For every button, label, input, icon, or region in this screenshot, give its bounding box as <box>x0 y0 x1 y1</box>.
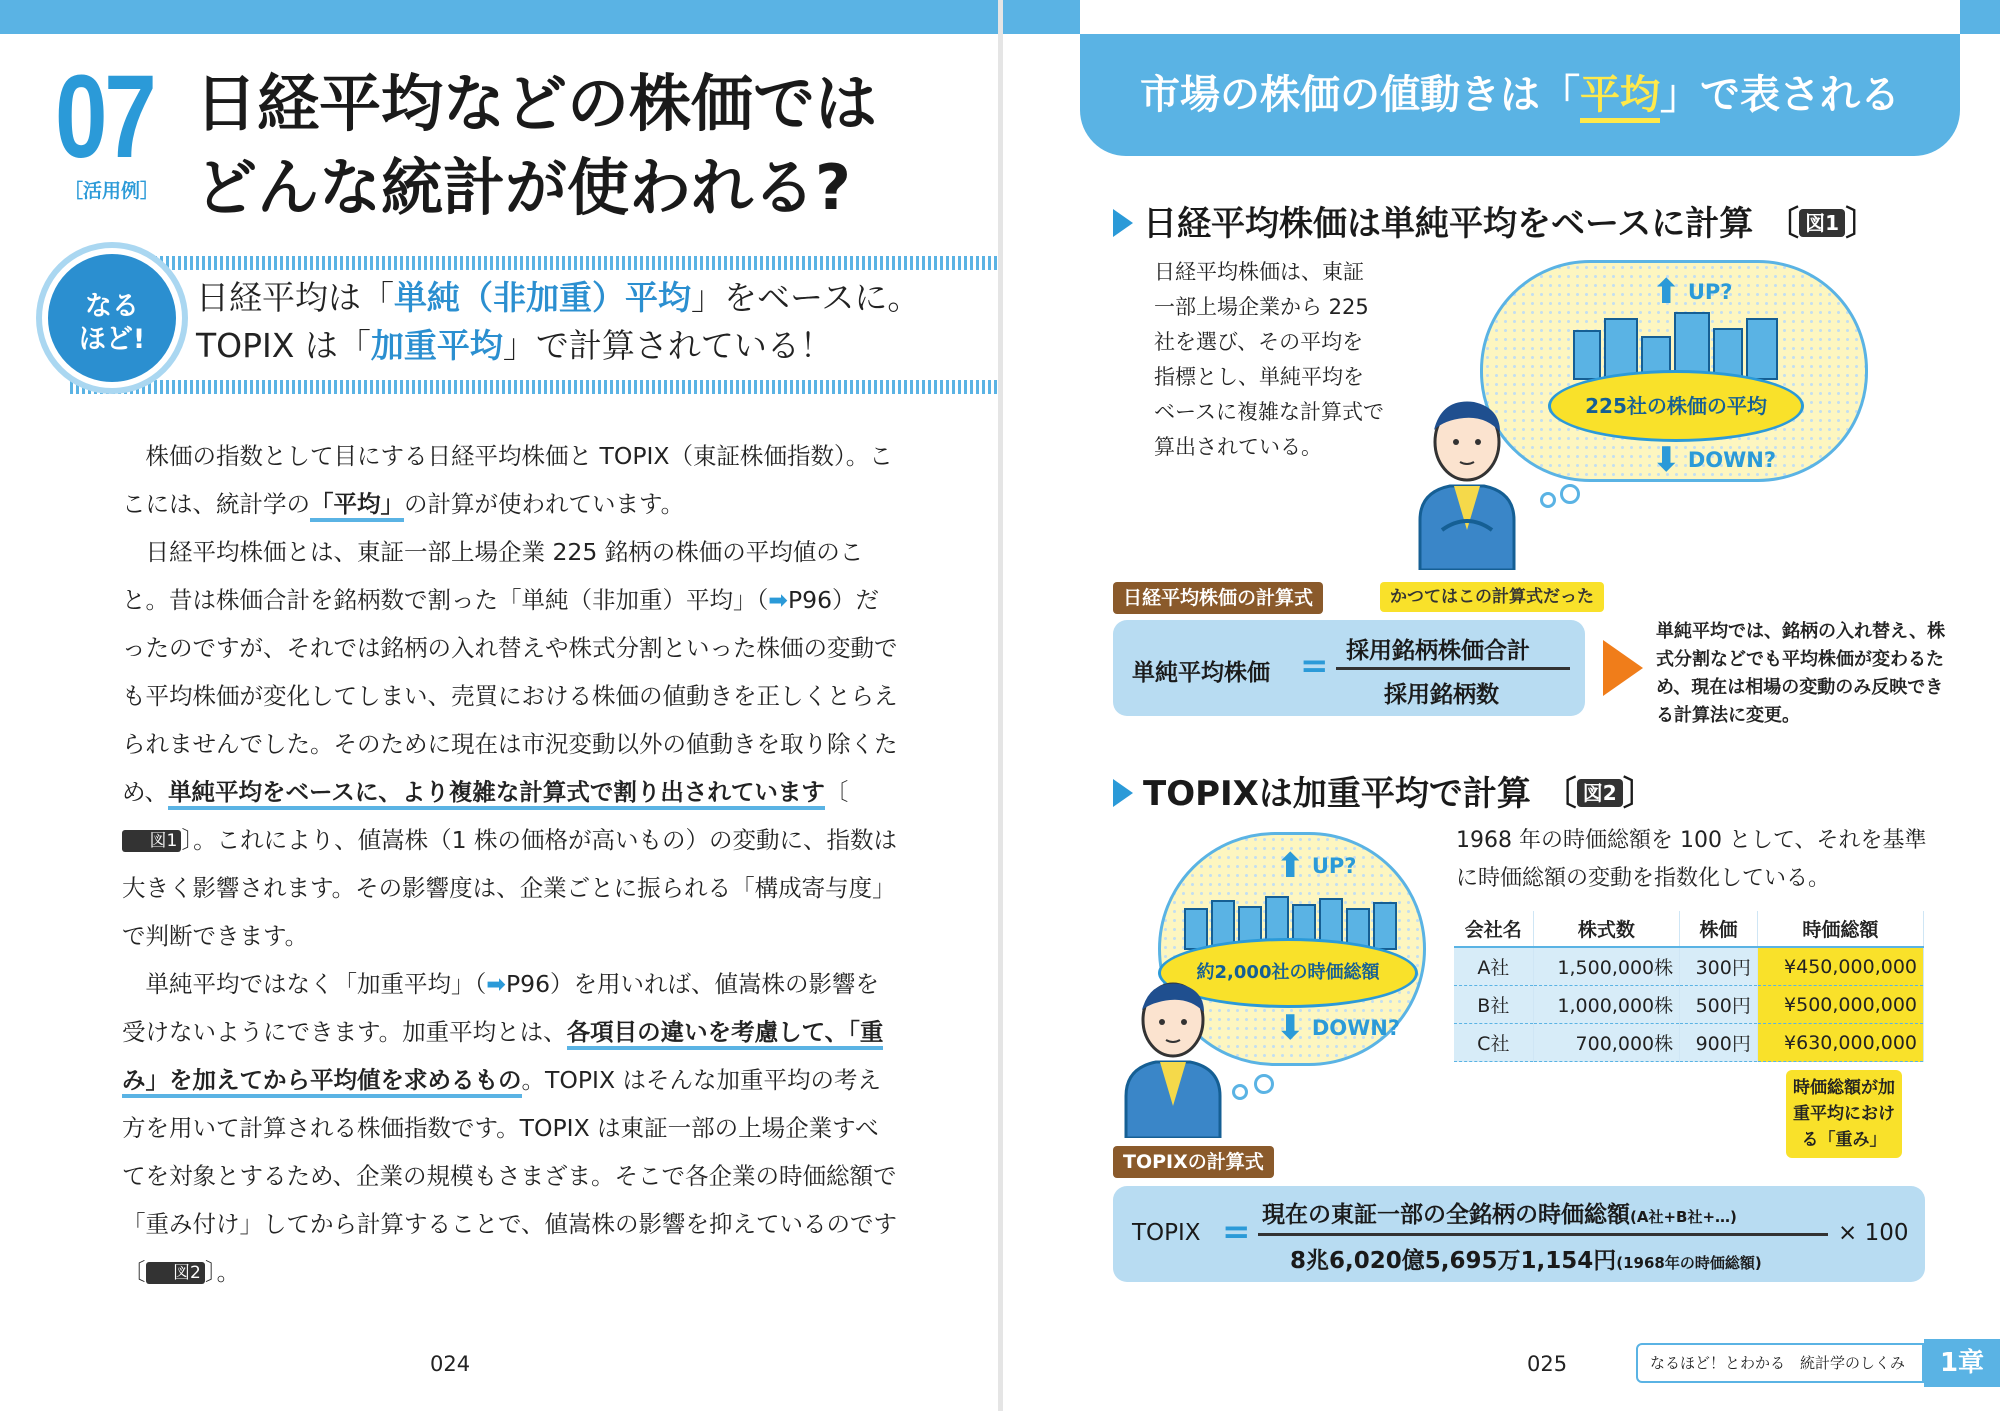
formula-1-callout: かつてはこの計算式だった <box>1380 582 1604 612</box>
p3-text-d: 。TOPIX はそんな加重平均の考え方を用いて計算される株価指数です。TOPIX は東証一部の上場企業すべてを対象とするため、企業の規模もさまざま。そこで各企業の時価総額で「重み付け」してから計算することで、値嵩株の影響を抑えているのです <box>122 1066 898 1238</box>
p2-arrow-icon: ➡ <box>768 586 788 614</box>
cloud-2-down <box>1276 1008 1400 1048</box>
table-cell: 300円 <box>1680 947 1758 986</box>
p2-text-b: P96）だったのですが、それでは銘柄の入れ替えや株式分割といった株価の変動でも平均株価が変化してしまい、売買における株価の値動きを正しくとらえられませんでした。そのために現在は市況変動以外の値動きを取り除くため、 <box>122 586 898 806</box>
left-top-bar <box>0 0 998 34</box>
book-footer-title: なるほど！とわかる 統計学のしくみ <box>1636 1343 1924 1383</box>
cloud-1-label: 225社の株価の平均 <box>1548 370 1804 442</box>
table-row <box>1454 1024 1924 1062</box>
figure-2-description: 1968 年の時価総額を 100 として、それを基準に時価総額の変動を指数化している。 <box>1456 828 1927 891</box>
right-top-bar-notch <box>1080 0 1960 34</box>
right-page-number: 025 <box>1527 1352 1568 1376</box>
section-tag: ［活用例］ <box>64 180 160 202</box>
cloud-1-down-text: DOWN? <box>1687 448 1777 472</box>
formula-1-note: 単純平均では、銘柄の入れ替え、株式分割などでも平均株価が変わるため、現在は相場の変動のみ反映できる計算法に変更。 <box>1656 621 1946 726</box>
figure-1-tag: 図1 <box>1799 209 1845 237</box>
formula-2-denominator-small: (1968年の時価総額) <box>1616 1254 1762 1272</box>
table-row <box>1454 947 1924 986</box>
triangle-bullet-icon <box>1113 209 1133 237</box>
equals-sign: = <box>1222 1212 1251 1252</box>
body-text <box>122 432 902 1296</box>
p1-highlight: 「平均」 <box>310 490 404 522</box>
formula-2-numerator <box>1262 1196 1737 1229</box>
cloud-1-down <box>1652 440 1776 480</box>
thought-bubble-dot <box>1540 492 1556 508</box>
section-number: 07 <box>55 51 154 183</box>
thinking-person-icon <box>1412 380 1522 570</box>
fraction-line <box>1336 667 1570 670</box>
dotted-rule-top <box>70 256 1000 270</box>
title-line-1: 日経平均などの株価では <box>195 67 878 140</box>
fraction-line <box>1258 1233 1828 1236</box>
summary-1c: 」をベースに。 <box>691 278 921 317</box>
p3-arrow-icon: ➡ <box>486 970 506 998</box>
building-icon <box>1573 330 1601 380</box>
figure-1-description: 日経平均株価は、東証一部上場企業から 225 社を選び、その平均を指標とし、単純平均をベースに複雑な計算式で算出されている。 <box>1154 260 1384 459</box>
table-cell: ¥450,000,000 <box>1757 947 1923 986</box>
subheading-1: 日経平均株価は単純平均をベースに計算 〔 図1 〕 <box>1113 196 1879 245</box>
col-header: 株価 <box>1680 911 1758 947</box>
formula-1-numerator: 採用銘柄株価合計 <box>1346 638 1530 664</box>
summary-line-2 <box>196 322 920 370</box>
col-header: 時価総額 <box>1757 911 1923 947</box>
cloud-1-up <box>1652 272 1732 312</box>
market-cap-table <box>1454 911 1924 1062</box>
summary-2b: 加重平均 <box>370 326 503 365</box>
building-icon <box>1604 318 1638 380</box>
page-title <box>195 62 877 230</box>
banner-text-c: 」で表される <box>1660 72 1900 118</box>
p2-text-a: 日経平均株価とは、東証一部上場企業 225 銘柄の株価の平均値のこと。昔は株価合計を銘柄数で割った「単純（非加重）平均」（ <box>122 538 864 614</box>
paragraph-1 <box>122 432 902 528</box>
up-arrow-icon: ⬆ <box>1652 272 1681 312</box>
table-header-row <box>1454 911 1924 947</box>
book-gutter <box>998 0 1003 1411</box>
p1-text-c: の計算が使われています。 <box>404 490 685 518</box>
title-line-2: どんな統計が使われる? <box>195 151 851 224</box>
figure-2-tag: 図2 <box>1577 779 1623 807</box>
naruhodo-summary <box>196 274 920 370</box>
triangle-bullet-icon <box>1113 779 1133 807</box>
table-cell: 500円 <box>1680 986 1758 1024</box>
formula-2-numerator-small: (A社+B社+…) <box>1630 1208 1737 1226</box>
header-banner <box>1080 34 1960 156</box>
table-row <box>1454 986 1924 1024</box>
subheading-2-text: TOPIXは加重平均で計算 <box>1143 774 1531 814</box>
thought-bubble-dot <box>1254 1074 1274 1094</box>
p3-text-b: P96）を用いれば、値嵩株の影響を受けないようにできます。加重平均とは、 <box>122 970 880 1046</box>
table-cell: C社 <box>1454 1024 1533 1062</box>
chapter-tab: 1章 <box>1924 1339 2000 1387</box>
p2-figure-ref[interactable]: 図1 <box>122 830 181 852</box>
p3-figure-ref[interactable]: 図2 <box>146 1262 205 1284</box>
cloud-2-label: 約2,000社の時価総額 <box>1158 938 1418 1008</box>
formula-2-label: TOPIXの計算式 <box>1113 1146 1274 1178</box>
thought-bubble-dot <box>1232 1084 1248 1100</box>
building-icon <box>1184 908 1208 950</box>
table-cell: ¥630,000,000 <box>1757 1024 1923 1062</box>
p2-text-d: 。これにより、値嵩株（1 株の価格が高いもの）の変動に、指数は大きく影響されます。その影響度は、企業ごとに振られる「構成寄与度」で判断できます。 <box>122 826 897 950</box>
building-icon <box>1746 318 1778 380</box>
formula-1-label: 日経平均株価の計算式 <box>1113 582 1323 614</box>
col-header: 株式数 <box>1533 911 1680 947</box>
subheading-2: TOPIXは加重平均で計算 〔 図2 〕 <box>1113 766 1657 815</box>
summary-2c: 」で計算されている！ <box>502 326 833 365</box>
summary-2a: TOPIX は「 <box>196 326 371 365</box>
p1-text-a: 株価の指数として目にする日経平均株価と TOPIX（東証株価指数）。ここには、統計学の <box>122 442 893 518</box>
cloud-1-up-text: UP? <box>1687 280 1733 304</box>
col-header: 会社名 <box>1454 911 1533 947</box>
cloud-2-up-text: UP? <box>1311 854 1357 878</box>
formula-2-multiplier: × 100 <box>1838 1220 1909 1246</box>
p3-text-a: 単純平均ではなく「加重平均」（ <box>145 970 487 998</box>
subheading-1-text: 日経平均株価は単純平均をベースに計算 <box>1143 204 1754 244</box>
equals-sign: = <box>1300 646 1329 686</box>
p2-highlight: 単純平均をベースに、より複雑な計算式で割り出されています <box>168 778 825 810</box>
summary-1a: 日経平均は「 <box>196 278 394 317</box>
dotted-rule-bottom <box>70 380 1000 394</box>
cloud-2-up <box>1276 846 1356 886</box>
up-arrow-icon: ⬆ <box>1276 846 1305 886</box>
down-arrow-icon: ⬇ <box>1652 440 1681 480</box>
formula-1-lhs: 単純平均株価 <box>1132 660 1270 686</box>
thought-bubble-dot <box>1560 484 1580 504</box>
banner-highlight: 平均 <box>1580 72 1660 123</box>
formula-2-lhs: TOPIX <box>1132 1220 1201 1246</box>
formula-1-denominator: 採用銘柄数 <box>1384 682 1499 708</box>
p3-text-e: 。 <box>216 1258 241 1286</box>
table-cell: A社 <box>1454 947 1533 986</box>
formula-2-denominator-text: 8兆6,020億5,695万1,154円 <box>1290 1248 1617 1274</box>
down-arrow-icon: ⬇ <box>1276 1008 1305 1048</box>
banner-text-a: 市場の株価の値動きは「 <box>1140 72 1580 118</box>
formula-2-numerator-text: 現在の東証一部の全銘柄の時価総額 <box>1262 1202 1630 1228</box>
naruhodo-badge <box>42 248 182 388</box>
cloud-2-down-text: DOWN? <box>1311 1016 1401 1040</box>
summary-line-1 <box>196 274 920 322</box>
table-cell: 700,000株 <box>1533 1024 1680 1062</box>
badge-text: なる ほど! <box>78 291 146 355</box>
building-icon <box>1373 902 1397 950</box>
table-cell: 1,000,000株 <box>1533 986 1680 1024</box>
table-cell: B社 <box>1454 986 1533 1024</box>
summary-1b: 単純（非加重）平均 <box>394 278 691 317</box>
paragraph-3: 単純平均ではなく「加重平均」（➡P96）を用いれば、値嵩株の影響を受けないようにできます。加重平均とは、各項目の違いを考慮して、「重み」を加えてから平均値を求めるもの。TOPIX はそんな加重平均の考え方を用いて計算される株価指数です。TOPIX は東証一部の上場企業すべてを対象とするため、企業の規模もさまざま。そこで各企業の時価総額で「重み付け」してから計算することで、値嵩株の影響を抑えているのです〔 図2 〕。 <box>122 970 898 1286</box>
orange-arrow-icon <box>1603 640 1643 696</box>
formula-2-denominator <box>1290 1242 1762 1275</box>
table-cell: 1,500,000株 <box>1533 947 1680 986</box>
table-cell: ¥500,000,000 <box>1757 986 1923 1024</box>
p3-highlight: 各項目の違いを考慮して、「重み」を加えてから平均値を求めるもの <box>122 1018 883 1098</box>
table-cell: 900円 <box>1680 1024 1758 1062</box>
thinking-person-icon <box>1118 968 1228 1138</box>
left-page-number: 024 <box>430 1352 471 1376</box>
paragraph-2: 日経平均株価とは、東証一部上場企業 225 銘柄の株価の平均値のこと。昔は株価合計を銘柄数で割った「単純（非加重）平均」（➡P96）だったのですが、それでは銘柄の入れ替えや株式分割といった株価の変動でも平均株価が変化してしまい、売買における株価の値動きを正しくとらえられませんでした。そのために現在は市況変動以外の値動きを取り除くため、単純平均をベースに、より複雑な計算式で割り出されています〔図1 〕。これにより、値嵩株（1 株の価格が高いもの）の変動に、指数は大きく影響されます。その影響度は、企業ごとに振られる「構成寄与度」で判断できます。 <box>122 538 898 950</box>
weight-callout: 時価総額が加重平均における「重み」 <box>1786 1070 1902 1158</box>
